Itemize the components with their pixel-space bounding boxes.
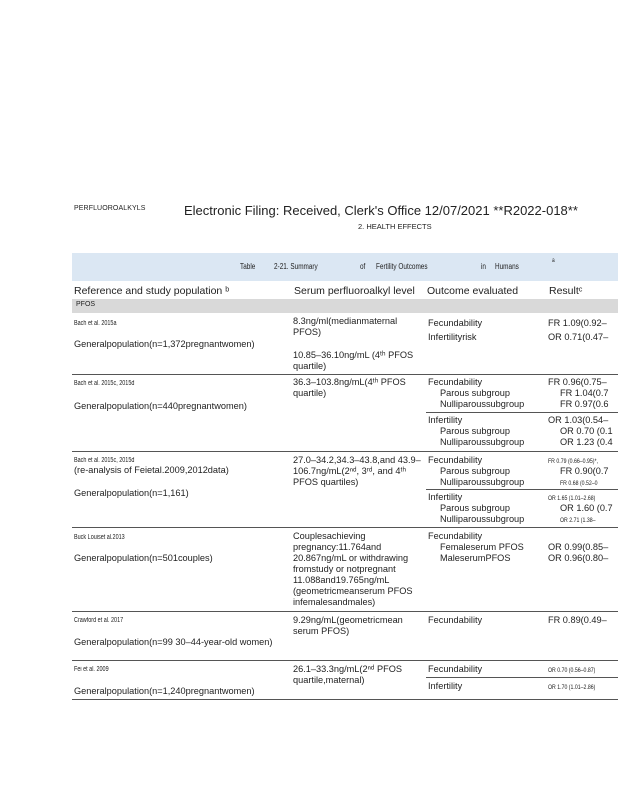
row-population: Generalpopulation(n=1,372pregnantwomen) (74, 339, 255, 349)
row-result: OR 1.70 (1.01–2.86) (548, 684, 596, 691)
row-citation: Bach et al. 2015a (74, 320, 117, 327)
caption-humans: Humans (495, 262, 519, 271)
row-result: OR 0.71(0.47– (548, 332, 609, 342)
row-result: FR 0.79 (0.66–0.95)*, (548, 458, 599, 465)
column-header-reference: Reference and study population ᵇ (74, 285, 230, 297)
row-result: OR 0.70 (0.56–0.87) (548, 667, 596, 674)
row-outcome: Infertility (428, 492, 463, 502)
row-result: FR 1.09(0.92– (548, 318, 607, 328)
row-citation: Crawford et al. 2017 (74, 617, 124, 624)
caption-fertility: Fertility Outcomes (376, 262, 428, 271)
running-header-label: PERFLUOROALKYLS (74, 205, 146, 212)
column-header-result: Resultᶜ (549, 285, 583, 297)
section-label: PFOS (76, 301, 96, 308)
caption-table-number: 2-21. Summary (274, 262, 318, 271)
row-outcome: Fecundability (428, 455, 483, 465)
row-outcome: Fecundability (428, 615, 483, 625)
table-bottom-rule (72, 699, 618, 700)
sub-row-divider (426, 489, 618, 490)
row-result: OR 1.03(0.54– (548, 415, 609, 425)
row-outcome: Fecundability (428, 531, 483, 541)
filing-stamp-line: Electronic Filing: Received, Clerk's Office 12/07/2021 **R2022-018** (184, 203, 578, 218)
row-outcome: Nulliparoussubgroup (440, 514, 525, 524)
row-result: OR 0.99(0.85– (548, 542, 609, 552)
row-result: FR 0.97(0.6 (560, 399, 609, 409)
row-outcome: Nulliparoussubgroup (440, 399, 525, 409)
row-outcome: Parous subgroup (440, 426, 510, 436)
row-divider (72, 451, 618, 452)
row-result: FR 0.89(0.49– (548, 615, 607, 625)
row-result: OR 2.71 (1.38– (560, 517, 596, 524)
row-result: OR 1.65 (1.01–2.68) (548, 495, 596, 502)
row-outcome: Infertilityrisk (428, 332, 477, 342)
row-outcome: Parous subgroup (440, 466, 510, 476)
row-divider (72, 660, 618, 661)
row-outcome: Infertility (428, 681, 463, 691)
row-citation: Buck Louiset al.2013 (74, 534, 125, 541)
caption-of: of (360, 262, 366, 271)
table-caption (72, 253, 618, 281)
row-outcome: Fecundability (428, 664, 483, 674)
row-serum: 8.3ng/ml(medianmaternal PFOS) (293, 316, 398, 337)
row-result: FR 0.96(0.75– (548, 377, 607, 387)
row-serum: 36.3–103.8ng/mL(4ᵗʰ PFOS quartile) (293, 377, 406, 398)
row-outcome: Fecundability (428, 318, 483, 328)
row-outcome: Fecundability (428, 377, 483, 387)
row-outcome: Parous subgroup (440, 388, 510, 398)
row-serum: 9.29ng/mL(geometricmean serum PFOS) (293, 615, 403, 636)
row-result: FR 0.90(0.7 (560, 466, 609, 476)
section-heading: 2. HEALTH EFFECTS (358, 222, 432, 231)
row-result: OR 1.23 (0.4 (560, 437, 613, 447)
caption-table-word: Table (240, 262, 256, 271)
row-citation: Bach et al. 2015c, 2015d (74, 457, 135, 464)
row-population: Generalpopulation(n=440pregnantwomen) (74, 401, 247, 411)
row-result: FR 1.04(0.7 (560, 388, 609, 398)
row-outcome: Nulliparoussubgroup (440, 437, 525, 447)
row-outcome: Nulliparoussubgroup (440, 477, 525, 487)
caption-footnote-a: a (552, 258, 555, 264)
row-divider (72, 374, 618, 375)
row-divider (72, 611, 618, 612)
row-divider (72, 527, 618, 528)
row-population: Generalpopulation(n=1,240pregnantwomen) (74, 686, 255, 696)
row-result: OR 0.96(0.80– (548, 553, 609, 563)
row-result: FR 0.68 (0.52–0 (560, 480, 598, 487)
column-header-serum: Serum perfluoroalkyl level (294, 285, 415, 297)
row-outcome: MaleserumPFOS (440, 553, 511, 563)
section-row-pfos (72, 299, 618, 313)
row-serum: 26.1–33.3ng/mL(2ⁿᵈ PFOS quartile,maternal) (293, 664, 402, 685)
row-serum: 27.0–34.2,34.3–43.8,and 43.9–106.7ng/mL(2ⁿᵈ, 3ʳᵈ, and 4ᵗʰ PFOS quartiles) (293, 455, 421, 487)
row-outcome: Femaleserum PFOS (440, 542, 524, 552)
sub-row-divider (426, 412, 618, 413)
row-result: OR 0.70 (0.1 (560, 426, 613, 436)
row-population: Generalpopulation(n=99 30–44-year-old women) (74, 637, 273, 647)
row-reanalysis-note: (re-analysis of Feietal.2009,2012data) (74, 465, 229, 475)
row-citation: Bach et al. 2015c, 2015d (74, 380, 135, 387)
row-serum: 10.85–36.10ng/mL (4ᵗʰ PFOS quartile) (293, 350, 414, 371)
row-result: OR 1.60 (0.7 (560, 503, 613, 513)
row-citation: Fei et al. 2009 (74, 666, 109, 673)
row-population: Generalpopulation(n=1,161) (74, 488, 189, 498)
row-population: Generalpopulation(n=501couples) (74, 553, 213, 563)
caption-in: in (481, 262, 486, 271)
row-outcome: Parous subgroup (440, 503, 510, 513)
column-header-outcome: Outcome evaluated (427, 285, 519, 297)
row-serum: Couplesachieving pregnancy:11.764and 20.867ng/mL or withdrawing fromstudy or notpregnant 11.088and19.765ng/mL (geometricmeanserum PFOS infemalesandmales) (293, 531, 413, 607)
sub-row-divider (426, 677, 618, 678)
row-outcome: Infertility (428, 415, 463, 425)
